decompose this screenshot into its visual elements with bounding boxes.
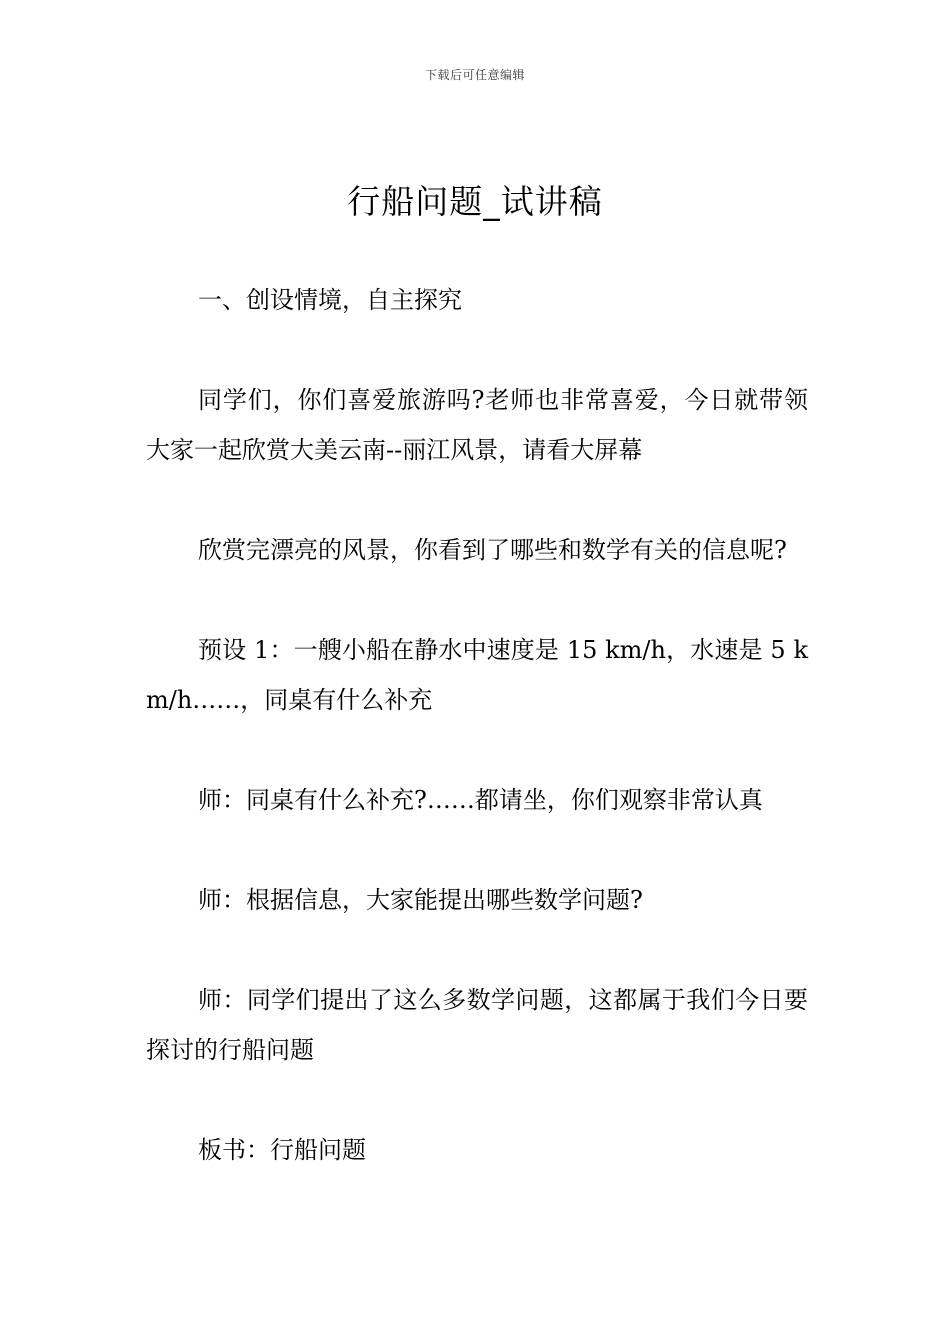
- document-title: 行船问题_试讲稿: [347, 182, 603, 221]
- paragraph: 欣赏完漂亮的风景，你看到了哪些和数学有关的信息呢?: [198, 536, 787, 564]
- paragraph: 师：同学们提出了这么多数学问题，这都属于我们今日要探讨的行船问题: [146, 986, 808, 1064]
- header-note: 下载后可任意编辑: [424, 68, 525, 82]
- paragraph: 板书：行船问题: [198, 1136, 366, 1164]
- paragraph: 同学们，你们喜爱旅游吗?老师也非常喜爱，今日就带领大家一起欣赏大美云南--丽江风景，请看大屏幕: [146, 386, 808, 464]
- paragraph: 预设 1：一艘小船在静水中速度是 15 km/h，水速是 5 km/h……，同桌有什么补充: [146, 636, 808, 714]
- paragraph: 师：根据信息，大家能提出哪些数学问题?: [198, 886, 643, 914]
- paragraph: 师：同桌有什么补充?……都请坐，你们观察非常认真: [198, 786, 763, 814]
- document-body: [146, 275, 808, 1225]
- section-heading: 一、创设情境，自主探究: [198, 286, 462, 314]
